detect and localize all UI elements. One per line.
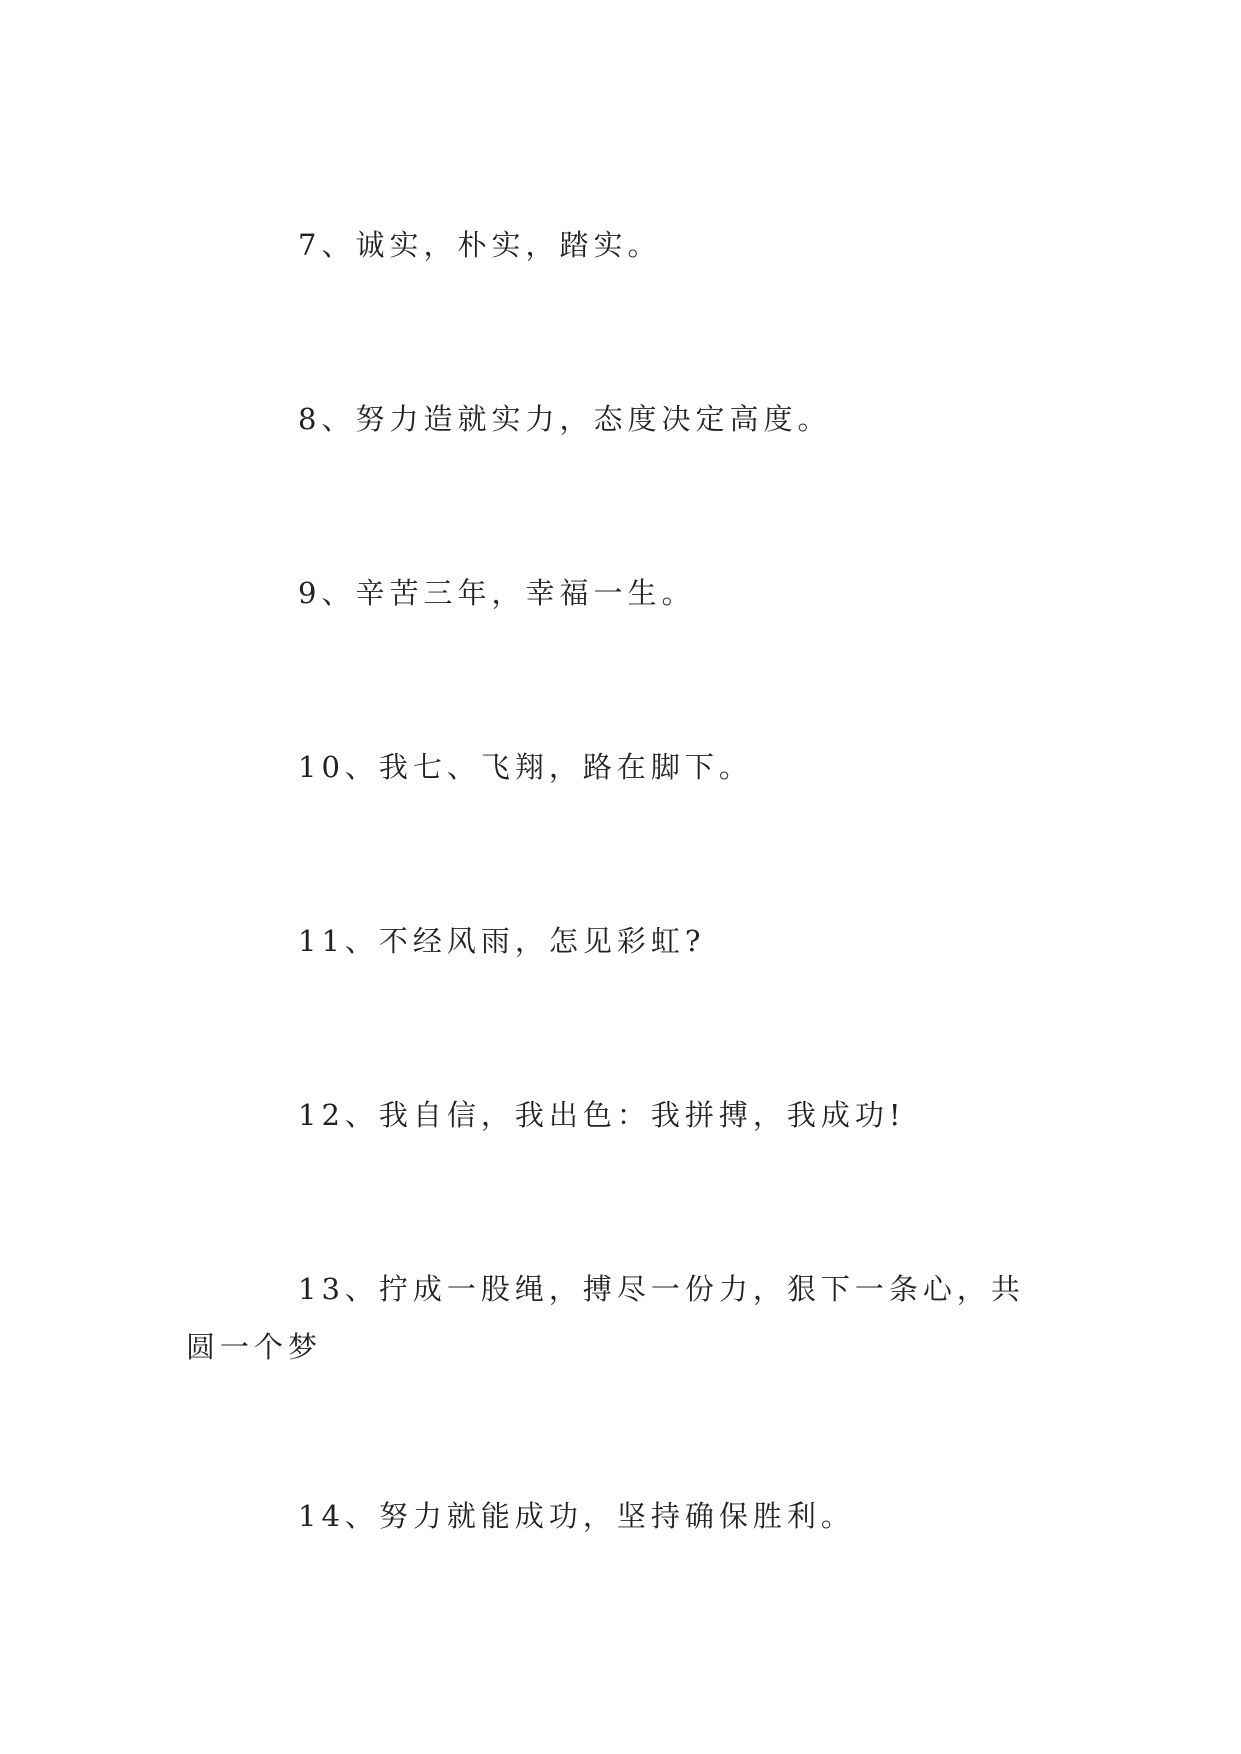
paragraph-7: 7、诚实，朴实，踏实。 — [298, 228, 662, 262]
paragraph-14: 14、努力就能成功，坚持确保胜利。 — [298, 1499, 855, 1533]
paragraph-13: 13、拧成一股绳，搏尽一份力，狠下一条心，共圆一个梦 — [186, 1272, 1025, 1364]
paragraph-12: 12、我自信，我出色：我拼搏，我成功! — [298, 1098, 906, 1132]
paragraph-10: 10、我七、飞翔，路在脚下。 — [298, 750, 753, 784]
paragraph-9: 9、辛苦三年，幸福一生。 — [298, 576, 696, 610]
paragraph-11: 11、不经风雨，怎见彩虹? — [298, 924, 706, 958]
paragraph-8: 8、努力造就实力，态度决定高度。 — [298, 402, 832, 436]
